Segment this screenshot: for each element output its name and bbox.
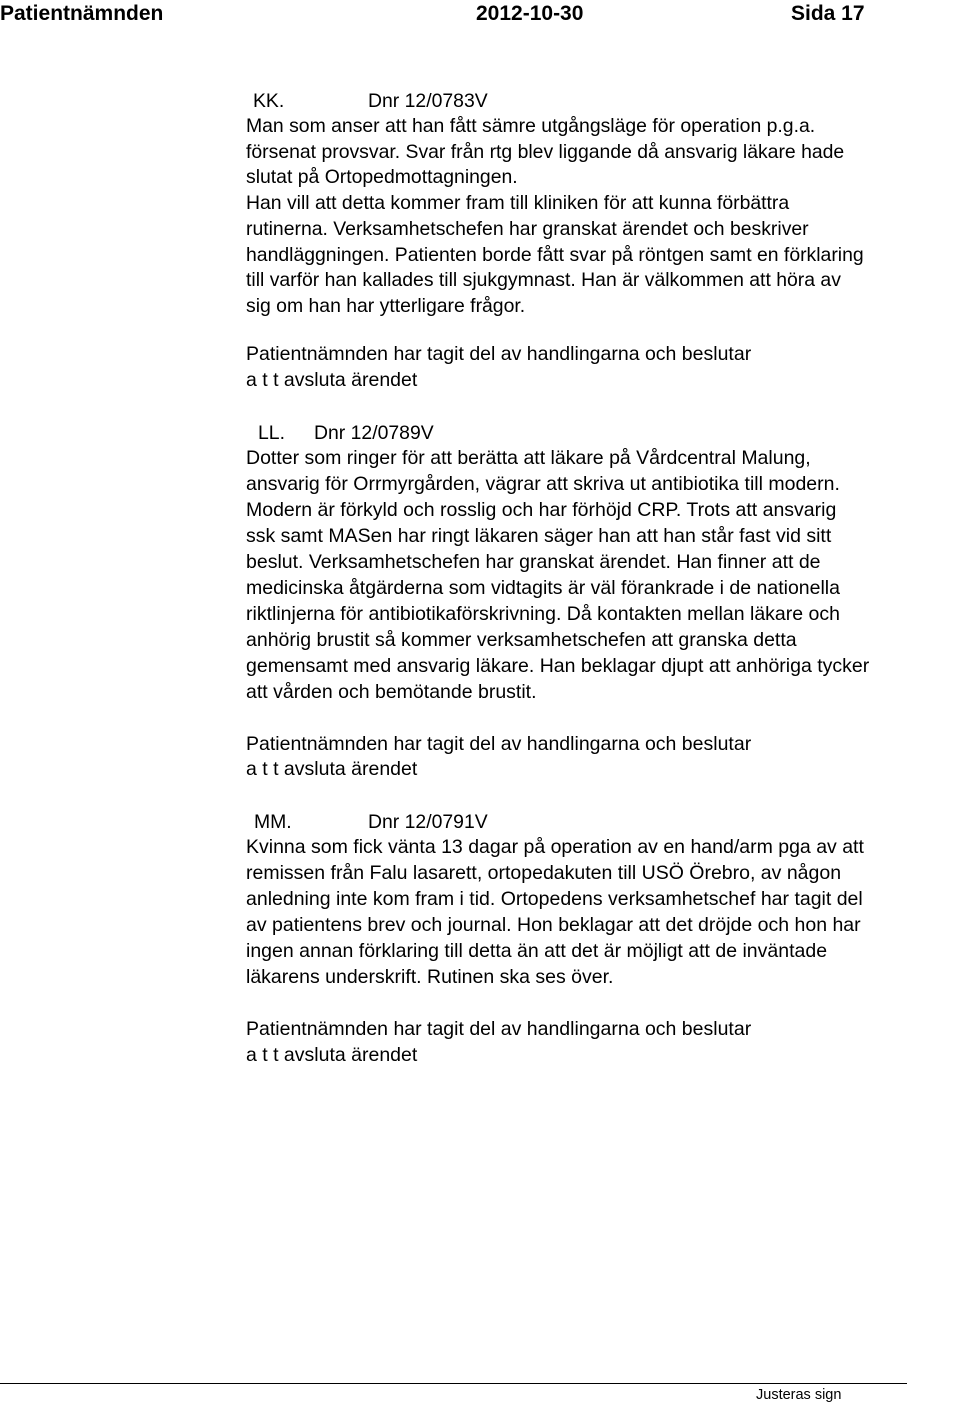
case-heading <box>246 89 958 114</box>
signature-label: Justeras sign <box>756 1387 842 1403</box>
case-code: KK. <box>253 90 285 112</box>
case-dnr: Dnr 12/0783V <box>368 90 488 112</box>
case-heading <box>246 810 958 835</box>
case-decision: Patientnämnden har tagit del av handlingarna och beslutar a t t avsluta ärendet <box>246 342 752 391</box>
case-ll <box>246 421 958 783</box>
case-dnr: Dnr 12/0789V <box>314 422 434 445</box>
case-heading <box>246 421 958 446</box>
case-description: Man som anser att han fått sämre utgångsläge för operation p.g.a. försenat provsvar. Svar från rtg blev liggande då ansvarig läkare hade slutat på Ortopedmottagningen. Han vill att detta kommer fram till kliniken för att kunna förbättra rutinerna. Verksamhetschefen har granskat ärendet och beskriver handläggningen. Patienten borde fått svar på röntgen samt en förklaring till varför han kallades till sjukgymnast. Han är välkommen att höra av sig om han har ytterligare frågor. <box>246 115 864 317</box>
page-header <box>0 0 960 30</box>
case-decision: Patientnämnden har tagit del av handlingarna och beslutar a t t avsluta ärendet <box>246 732 752 781</box>
case-kk <box>246 89 958 393</box>
header-page-number: Sida 17 <box>791 2 865 25</box>
case-code: MM. <box>254 811 292 834</box>
case-decision: Patientnämnden har tagit del av handlingarna och beslutar a t t avsluta ärendet <box>246 1017 752 1066</box>
case-code: LL. <box>258 422 285 445</box>
header-organization: Patientnämnden <box>0 2 164 25</box>
signature-line <box>0 1383 907 1384</box>
document-body <box>246 89 958 1069</box>
case-description: Kvinna som fick vänta 13 dagar på operation av en hand/arm pga av att remissen från Falu lasarett, ortopedakuten till USÖ Örebro, av någon anledning inte kom fram i tid. Ortopedens verksamhetschef har tagit del av patientens brev och journal. Hon beklagar att det dröjde och hon har ingen annan förklaring till detta än att det är möjligt att de inväntade läkarens underskrift. Rutinen ska ses över. <box>246 836 864 988</box>
case-mm <box>246 810 958 1068</box>
case-dnr: Dnr 12/0791V <box>368 811 488 834</box>
case-description: Dotter som ringer för att berätta att läkare på Vårdcentral Malung, ansvarig för Orrmyrgården, vägrar att skriva ut antibiotika till modern. Modern är förkyld och rosslig och har förhöjd CRP. Trots att ansvarig ssk samt MASen har ringt läkaren säger han att han står fast vid sitt beslut. Verksamhetschefen har granskat ärendet. Han finner att de medicinska åtgärderna som vidtagits är väl förankrade i de nationella riktlinjerna för antibiotikaförskrivning. Då kontakten mellan läkare och anhörig brustit så kommer verksamhetschefen att granska detta gemensamt med ansvarig läkare. Han beklagar djupt att anhöriga tycker att vården och bemötande brustit. <box>246 447 870 703</box>
header-date: 2012-10-30 <box>476 2 584 25</box>
